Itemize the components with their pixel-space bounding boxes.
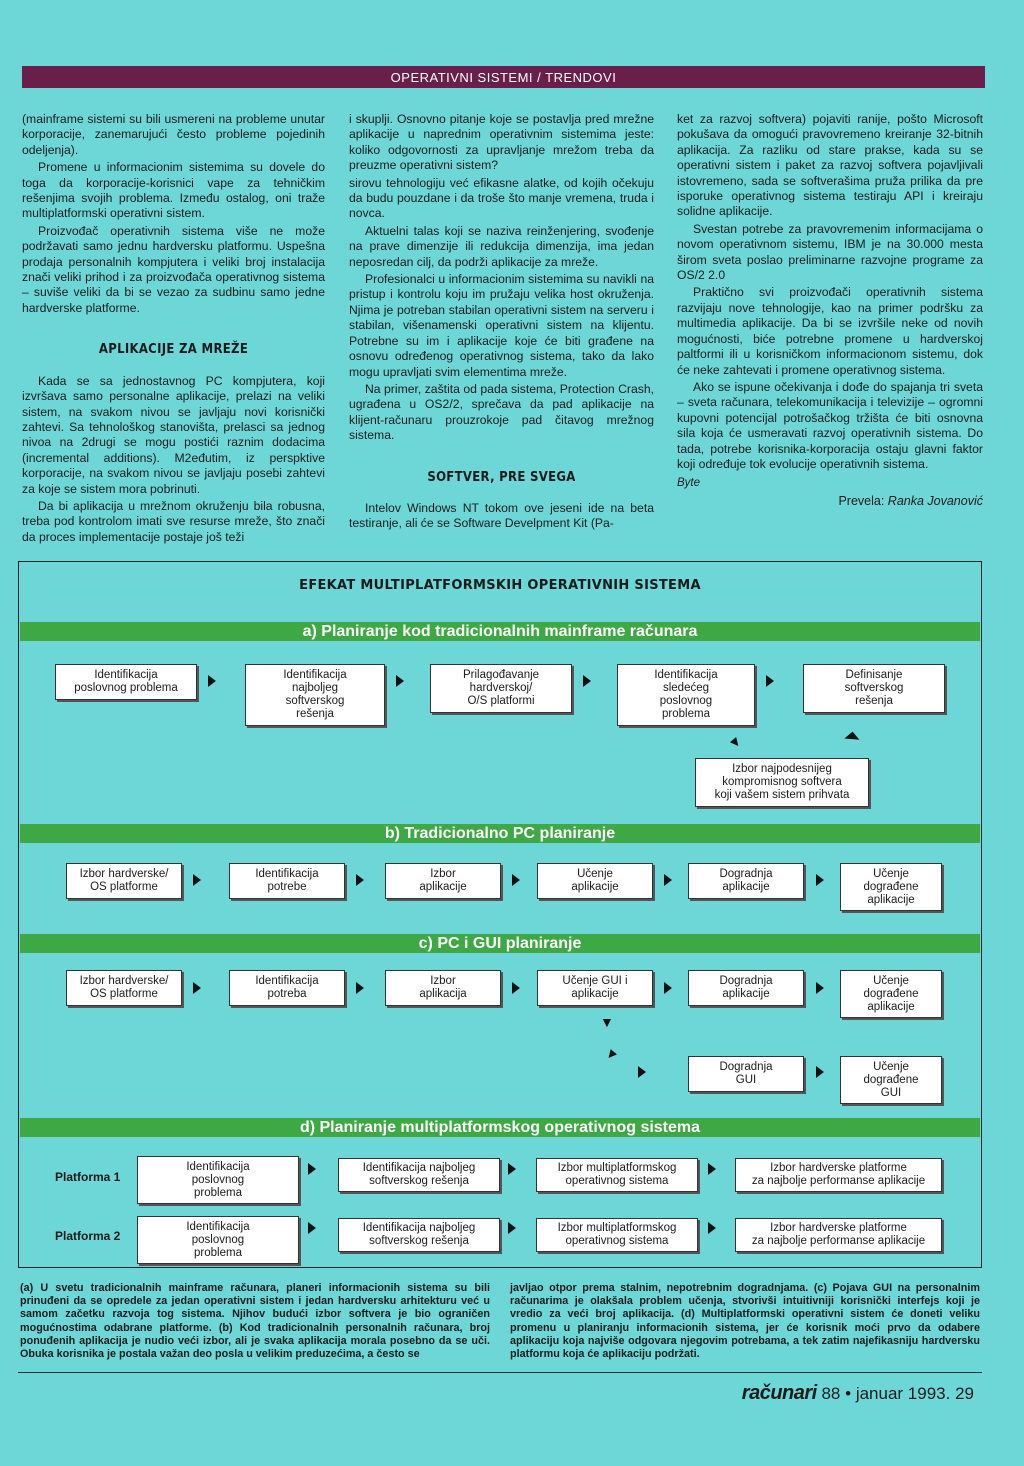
- section-heading: SOFTVER, PRE SVEGA: [427, 469, 576, 485]
- figure-caption-right: javljao otpor prema stalnim, nepotrebnim dogradnjama. (c) Pojava GUI na personalnim računarima je olakšala problem učenja, stvorivši intuitivniji korisnički interfejs koji je vredio za veći broj aplikacija. (d) Multiplatformski operativni sistem će doneti veliku promenu u planiranju informacionih sistema, jer će korisnik moći prvo da odabere aplikaciju koja najviše odgovara njegovim potrebama, a tek zatim najefikasniju hardversku platformu koja će aplikaciju podržati.: [510, 1282, 980, 1361]
- paragraph: Praktično svi proizvođači operativnih sistema razvijaju nove tehnologije, kao na primer podršku za multimedia aplikacije. Da bi se izvršile neke od novih mogućnosti, biće potrebne promene u hardverskoj paltformi ili u korisničkom informacionom sistemu, dok će neke zahtevati i promene operativnog sistema.: [677, 285, 983, 377]
- arrow-right-icon: [512, 982, 520, 994]
- flow-box: Izbor hardverske/ OS platforme: [66, 863, 182, 899]
- arrow-right-icon: [766, 675, 774, 687]
- paragraph: Ako se ispune očekivanja i dođe do spajanja tri sveta – sveta računara, telekomunikacija i televizije – ogromni kupovni potencijal potrošačkog tržišta će biti osnovna sila koja će usmeravati razvoj operativnih sistema. Do tada, potrebe korisnika-korporacija ostaju glavni faktor koji određuje tok evolucije operativnih sistema.: [677, 379, 983, 471]
- source-label: Byte: [677, 477, 701, 490]
- band-a: a) Planiranje kod tradicionalnih mainframe računara: [20, 622, 980, 641]
- translator-name: Ranka Jovanović: [887, 493, 983, 508]
- paragraph: Proizvođač operativnih sistema više ne može podržavati samo jednu hardversku platformu. Uspešna prodaja personalnih kompjutera i veliki broj instalacija znači veliki prihod i za proizvođača operativnog sistema – suviše veliki da bi se vezao za sudbinu samo jedne hardverske platforme.: [22, 223, 325, 315]
- band-c: c) PC i GUI planiranje: [20, 934, 980, 953]
- arrow-right-icon: [208, 675, 216, 687]
- arrow-right-icon: [708, 1163, 716, 1175]
- band-d: d) Planiranje multiplatformskog operativnog sistema: [20, 1118, 980, 1137]
- flow-box: Dogradnja GUI: [688, 1056, 804, 1092]
- arrow-right-icon: [193, 982, 201, 994]
- platform-label: Platforma 2: [55, 1229, 121, 1243]
- paragraph: Aktuelni talas koji se naziva reinženjering, svođenje na prave dimenzije ili redukcija dimenzija, ima jedan neposredan cilj, da podrži aplikacije za mreže.: [349, 223, 654, 269]
- paragraph: ket za razvoj softvera) pojaviti ranije, pošto Microsoft pokušava da omogući pravovremeno kreiranje 32-bitnih aplikacija. Za razliku od stare prakse, kada su se operativni sistem i paket za razvoj softvera pojavljivali istovremeno, sada se softverašima pruža prilika da pre isporuke operativnog sistema testiraju API i kreiraju solidne aplikacije.: [677, 112, 983, 219]
- arrow-down-left-icon: ▼: [724, 731, 746, 753]
- arrow-right-icon: [816, 1066, 824, 1078]
- flow-box: Učenje dograđene GUI: [840, 1056, 942, 1104]
- translator-credit: [677, 494, 983, 509]
- arrow-down-right-icon: ▼: [601, 1043, 623, 1065]
- paragraph: Svestan potrebe za pravovremenim informacijama o novom operativnom sistemu, IBM je na 30.000 mesta širom sveta poslao preliminarne razvojne programe za OS/2 2.0: [677, 221, 983, 283]
- flow-box: Izbor hardverske platforme za najbolje performanse aplikacije: [735, 1218, 942, 1252]
- flow-box: Izbor hardverske platforme za najbolje performanse aplikacije: [735, 1158, 942, 1192]
- article-column-3: [677, 112, 983, 509]
- arrow-right-icon: [508, 1222, 516, 1234]
- flow-box: Učenje dograđene aplikacije: [840, 970, 942, 1018]
- arrow-right-icon: [308, 1163, 316, 1175]
- figure-title: EFEKAT MULTIPLATFORMSKIH OPERATIVNIH SISTEMA: [299, 578, 701, 593]
- flow-box: Učenje aplikacije: [537, 863, 653, 899]
- arrow-right-icon: [664, 874, 672, 886]
- flow-box: Identifikacija potrebe: [229, 863, 345, 899]
- flow-box: Izbor najpodesnijeg kompromisnog softvera koji vašem sistem prihvata: [695, 758, 869, 807]
- arrow-right-icon: [638, 1066, 646, 1078]
- arrow-right-icon: [816, 982, 824, 994]
- flow-box: Identifikacija najboljeg softverskog rešenja: [338, 1158, 500, 1192]
- flow-box: Definisanje softverskog rešenja: [803, 664, 945, 713]
- paragraph: Intelov Windows NT tokom ove jeseni ide na beta testiranje, ali će se Software Develpment Kit (Pa-: [349, 500, 654, 531]
- flow-box: Izbor multiplatformskog operativnog sistema: [536, 1218, 698, 1252]
- arrow-right-icon: [356, 982, 364, 994]
- article-column-2: [349, 112, 654, 534]
- paragraph: Kada se sa jednostavnog PC kompjutera, koji izvršava samo personalne aplikacije, prelazi na veliki sistem, na svakom nivou se javljaju novi korisnički zahtevi. Sa tehnološkog stanovišta, prelasci sa jednog nivoa na 2drugi se mogu postići raznim dodacima (incremental additions). M2eđutim, iz perspktive korporacije, na svakom nivou se javljaju posebi zahtevi za koje se sistem mora pobrinuti.: [22, 373, 325, 496]
- flow-box: Identifikacija najboljeg softverskog rešenja: [245, 664, 385, 726]
- issue-number: 88: [821, 1384, 841, 1403]
- magazine-logo: računari: [741, 1382, 817, 1404]
- page-footer: [742, 1382, 974, 1405]
- page-number: 29: [955, 1384, 974, 1403]
- article-column-1: [22, 112, 325, 547]
- arrow-right-icon: [356, 874, 364, 886]
- arrow-right-icon: [816, 874, 824, 886]
- flow-box: Identifikacija poslovnog problema: [55, 664, 197, 700]
- flow-box: Učenje GUI i aplikacije: [537, 970, 653, 1006]
- arrow-right-icon: [583, 675, 591, 687]
- flow-box: Izbor hardverske/ OS platforme: [66, 970, 182, 1006]
- flow-box: Dogradnja aplikacije: [688, 863, 804, 899]
- arrow-right-icon: [512, 874, 520, 886]
- arrow-down-right-icon: ◥: [841, 728, 861, 748]
- flow-box: Izbor aplikacije: [385, 863, 501, 899]
- issue-date: januar 1993.: [855, 1384, 951, 1403]
- flow-box: Dogradnja aplikacije: [688, 970, 804, 1006]
- platform-label: Platforma 1: [55, 1170, 121, 1184]
- flow-box: Identifikacija poslovnog problema: [137, 1216, 299, 1264]
- paragraph: Profesionalci u informacionim sistemima su navikli na pristup i kontrolu koju im pružaju velika host okruženja. Njima je potreban stabilan operativni sistem na serveru i stabilan, višenamenski operativni sistem na klijentu. Potrebne su im i aplikacije koje će biti građene na osnovu određenog operativnog sistema, tako da lako mogu upravljati svim elementima mreže.: [349, 272, 654, 379]
- paragraph: Da bi aplikacija u mrežnom okruženju bila robusna, treba pod kontrolom imati sve resurse mreže, što znači da proces implementacije postaje još teži: [22, 498, 325, 544]
- translator-label: Prevela:: [838, 493, 885, 508]
- flow-box: Identifikacija poslovnog problema: [137, 1156, 299, 1204]
- paragraph: i skuplji. Osnovno pitanje koje se postavlja pred mrežne aplikacije u naprednim operativnim sistemima jeste: koliko odgovornosti za upravljanje mrežom treba da preuzme operativni sistem?: [349, 112, 654, 173]
- paragraph: Promene u informacionim sistemima su dovele do toga da korporacije-korisnici vape za tehničkim rešenjima svojih problema. Između ostalog, oni traže multiplatformski operativni sistem.: [22, 160, 325, 221]
- flow-box: Izbor aplikacija: [385, 970, 501, 1006]
- bullet: •: [845, 1384, 852, 1403]
- paragraph: sirovu tehnologiju već efikasne alatke, od kojih očekuju da budu pouzdane i da troše što manje vremena, truda i novca.: [349, 175, 654, 221]
- arrow-right-icon: [193, 874, 201, 886]
- flow-box: Identifikacija najboljeg softverskog rešenja: [338, 1218, 500, 1252]
- flow-box: Izbor multiplatformskog operativnog sistema: [536, 1158, 698, 1192]
- arrow-down-icon: ▼: [600, 1014, 614, 1030]
- arrow-right-icon: [508, 1163, 516, 1175]
- flow-box: Prilagođavanje hardverskoj/ O/S platformi: [430, 664, 572, 713]
- section-header: OPERATIVNI SISTEMI / TRENDOVI: [22, 66, 985, 88]
- paragraph: Na primer, zaštita od pada sistema, Protection Crash, ugrađena u OS2/2, sprečava da pad aplikacije na klijent-računaru prouzrokoje pad čitavog mrežnog sistema.: [349, 381, 654, 443]
- arrow-right-icon: [708, 1222, 716, 1234]
- flow-box: Identifikacija sledećeg poslovnog problema: [617, 664, 755, 726]
- band-b: b) Tradicionalno PC planiranje: [20, 824, 980, 843]
- figure-caption-left: (a) U svetu tradicionalnih mainframe računara, planeri informacionih sistema su bili prinuđeni da se opredele za jedan operativni sistem i jedan hardversku arhitekturu već u samom začetku razvoja tog sistema. Njihov budući izbor softvera je bio ograničen mogućnostima odabrane platforme. (b) Kod tradicionalnih personalnih računara, broj ponuđenih aplikacija je nudio veći izbor, ali je svaka aplikacija morala posebno da se uči. Obuka korisnika je postala važan deo posla u velikim preduzećima, a često se: [20, 1282, 490, 1361]
- section-heading: APLIKACIJE ZA MREŽE: [98, 342, 249, 358]
- paragraph: (mainframe sistemi su bili usmereni na probleme unutar korporacije, zanemarujući često probleme pojedinih odeljenja).: [22, 112, 325, 157]
- divider: [18, 1372, 982, 1373]
- arrow-right-icon: [396, 675, 404, 687]
- flow-box: Identifikacija potreba: [229, 970, 345, 1006]
- flow-box: Učenje dograđene aplikacije: [840, 863, 942, 911]
- arrow-right-icon: [664, 982, 672, 994]
- arrow-right-icon: [308, 1222, 316, 1234]
